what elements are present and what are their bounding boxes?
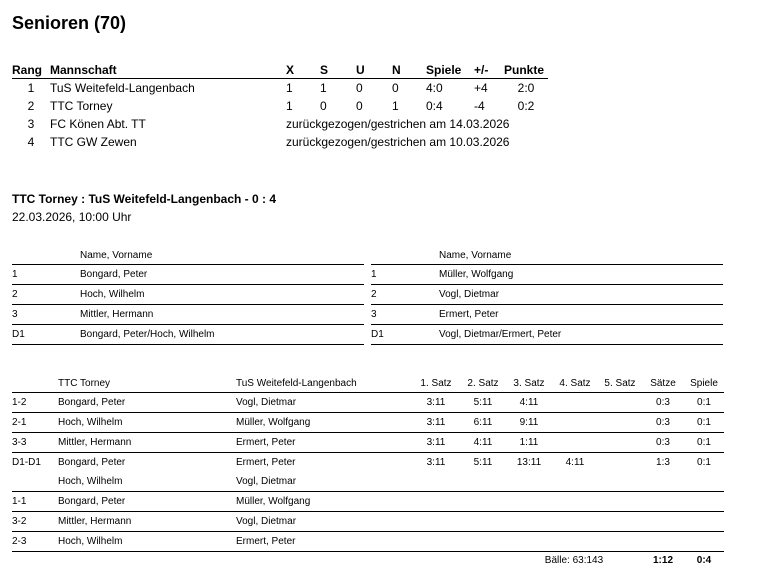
lineup-pos: 2: [371, 285, 439, 305]
lineup-row: [12, 325, 364, 345]
s: 1: [320, 81, 327, 95]
satz5: [598, 393, 642, 413]
spiele: 0:1: [684, 433, 724, 453]
lineup-row: [371, 305, 723, 325]
col-away: TuS Weitefeld-Langenbach: [236, 377, 357, 389]
col-u: U: [356, 62, 365, 77]
col-diff: +/-: [474, 62, 489, 77]
player-name[interactable]: Bongard, Peter: [80, 265, 364, 285]
pair: 1-2: [12, 393, 58, 413]
satz5: [598, 413, 642, 433]
spiele: [684, 472, 724, 492]
standings-row: [12, 115, 548, 133]
satz3: [506, 492, 552, 512]
saetze: [642, 492, 684, 512]
player-name[interactable]: Vogl, Dietmar: [439, 285, 723, 305]
lineup-pos: 1: [371, 265, 439, 285]
satz3: [506, 512, 552, 532]
col-mannschaft: Mannschaft: [50, 62, 117, 77]
pair: 3-3: [12, 433, 58, 453]
n: 0: [392, 81, 399, 95]
away-player[interactable]: Müller, Wolfgang: [236, 492, 412, 512]
baelle-total: Bälle: 63:143: [506, 552, 642, 570]
satz1: [412, 492, 460, 512]
satz5: [598, 492, 642, 512]
game-row: [12, 492, 724, 512]
col-satz1: 1. Satz: [420, 377, 452, 389]
satz4: [552, 472, 598, 492]
player-name[interactable]: Hoch, Wilhelm: [80, 285, 364, 305]
satz4: [552, 512, 598, 532]
col-n: N: [392, 62, 401, 77]
spiele: 4:0: [426, 81, 443, 95]
home-player[interactable]: Hoch, Wilhelm: [58, 413, 236, 433]
satz2: [460, 512, 506, 532]
lineup-row: [12, 285, 364, 305]
col-spiele: Spiele: [426, 62, 462, 77]
satz3: 13:11: [506, 453, 552, 473]
pair: [12, 472, 58, 492]
satz1: 3:11: [412, 393, 460, 413]
s: 0: [320, 99, 327, 113]
punkte: 2:0: [517, 81, 535, 95]
game-row: [12, 453, 724, 473]
col-satz4: 4. Satz: [559, 377, 591, 389]
satz1: 3:11: [412, 413, 460, 433]
home-player[interactable]: Mittler, Hermann: [58, 512, 236, 532]
away-player[interactable]: Ermert, Peter: [236, 453, 412, 473]
x: 1: [286, 99, 293, 113]
satz3: [506, 472, 552, 492]
game-row: [12, 393, 724, 413]
pair: D1-D1: [12, 453, 58, 473]
standings-row: [12, 133, 548, 151]
game-row: [12, 532, 724, 552]
pair: 1-1: [12, 492, 58, 512]
standings-row: [12, 97, 548, 115]
home-player[interactable]: Hoch, Wilhelm: [58, 476, 123, 487]
satz1: [412, 472, 460, 492]
page-title: Senioren (70): [12, 13, 127, 33]
col-satz2: 2. Satz: [467, 377, 499, 389]
satz4: [552, 393, 598, 413]
satz3: 9:11: [506, 413, 552, 433]
satz3: 1:11: [506, 433, 552, 453]
saetze: 1:3: [642, 453, 684, 473]
lineup-row: [371, 265, 723, 285]
spiele: 0:1: [684, 453, 724, 473]
lineup-name-header: Name, Vorname: [80, 249, 153, 261]
u: 0: [356, 81, 363, 95]
lineup-pos-header: [371, 246, 439, 265]
lineup-row: [12, 305, 364, 325]
spiele: 0:1: [684, 413, 724, 433]
away-player[interactable]: Ermert, Peter: [236, 433, 412, 453]
satz4: [552, 532, 598, 552]
col-saetze: Sätze: [650, 377, 676, 389]
spiele: [684, 512, 724, 532]
withdrawn-note: zurückgezogen/gestrichen am 14.03.2026: [286, 117, 510, 131]
satz2: [460, 492, 506, 512]
lineup-pos: 1: [12, 265, 80, 285]
team-link[interactable]: TTC Torney: [50, 99, 113, 113]
lineup-pos: D1: [371, 325, 439, 345]
satz2: 6:11: [460, 413, 506, 433]
spiele-total: 0:4: [684, 552, 724, 570]
lineup-pos: D1: [12, 325, 80, 345]
col-spiele: Spiele: [690, 377, 718, 389]
u: 0: [356, 99, 363, 113]
games-header-row: [12, 374, 724, 393]
home-player[interactable]: Bongard, Peter: [58, 393, 236, 413]
lineup-pos: 2: [12, 285, 80, 305]
satz5: [598, 472, 642, 492]
col-punkte: Punkte: [504, 62, 545, 77]
satz1: [412, 512, 460, 532]
rang: 1: [27, 81, 35, 95]
games-table: [12, 374, 724, 569]
satz4: [552, 413, 598, 433]
lineup-row: [12, 265, 364, 285]
satz5: [598, 433, 642, 453]
satz3: [506, 532, 552, 552]
n: 1: [392, 99, 399, 113]
satz5: [598, 512, 642, 532]
col-pair: [12, 374, 58, 393]
satz1: [412, 532, 460, 552]
standings-row: [12, 79, 548, 98]
pair: 2-3: [12, 532, 58, 552]
away-player[interactable]: Ermert, Peter: [236, 532, 412, 552]
away-player[interactable]: Müller, Wolfgang: [236, 413, 412, 433]
away-player[interactable]: Vogl, Dietmar: [236, 512, 412, 532]
lineup-pos: 3: [12, 305, 80, 325]
saetze: 0:3: [642, 433, 684, 453]
col-rang: Rang: [12, 62, 42, 77]
game-row: [12, 413, 724, 433]
game-row: [12, 472, 724, 492]
satz4: 4:11: [552, 453, 598, 473]
satz1: 3:11: [412, 453, 460, 473]
games-body: [12, 393, 724, 552]
player-name[interactable]: Ermert, Peter: [439, 305, 723, 325]
satz2: 4:11: [460, 433, 506, 453]
player-name[interactable]: Vogl, Dietmar/Ermert, Peter: [439, 325, 723, 345]
player-name[interactable]: Mittler, Hermann: [80, 305, 364, 325]
team-link[interactable]: TTC GW Zewen: [50, 135, 137, 149]
rang: 4: [27, 135, 35, 149]
lineup-away-table: [371, 246, 723, 345]
spiele: [684, 532, 724, 552]
rang: 2: [27, 99, 35, 113]
away-player[interactable]: Vogl, Dietmar: [236, 476, 297, 487]
player-name[interactable]: Bongard, Peter/Hoch, Wilhelm: [80, 325, 364, 345]
satz3: 4:11: [506, 393, 552, 413]
rang: 3: [27, 117, 35, 131]
saetze: [642, 512, 684, 532]
diff: +4: [474, 81, 488, 95]
standings-table: [12, 61, 548, 151]
match-title: TTC Torney : TuS Weitefeld-Langenbach - 0 : 4: [12, 192, 277, 206]
satz2: [460, 472, 506, 492]
saetze: [642, 472, 684, 492]
pair: 3-2: [12, 512, 58, 532]
lineup-pos: 3: [371, 305, 439, 325]
satz2: 5:11: [460, 453, 506, 473]
standings-header-row: [12, 61, 548, 79]
satz4: [552, 433, 598, 453]
home-player[interactable]: Bongard, Peter: [58, 453, 236, 473]
games-footer-row: [12, 552, 724, 570]
lineup-row: [371, 285, 723, 305]
home-player[interactable]: Mittler, Hermann: [58, 433, 236, 453]
punkte: 0:2: [517, 99, 535, 113]
satz5: [598, 453, 642, 473]
home-player[interactable]: Bongard, Peter: [58, 492, 236, 512]
lineup-pos-header: [12, 246, 80, 265]
home-player[interactable]: Hoch, Wilhelm: [58, 532, 236, 552]
diff: -4: [474, 99, 485, 113]
lineup-row: [371, 325, 723, 345]
spiele: 0:1: [684, 393, 724, 413]
pair: 2-1: [12, 413, 58, 433]
satz1: 3:11: [412, 433, 460, 453]
saetze: [642, 532, 684, 552]
col-satz5: 5. Satz: [604, 377, 636, 389]
col-satz3: 3. Satz: [513, 377, 545, 389]
col-s: S: [320, 62, 329, 77]
withdrawn-note: zurückgezogen/gestrichen am 10.03.2026: [286, 135, 510, 149]
spiele: [684, 492, 724, 512]
spiele: 0:4: [426, 99, 443, 113]
game-row: [12, 433, 724, 453]
match-date: 22.03.2026, 10:00 Uhr: [12, 210, 132, 224]
satz5: [598, 532, 642, 552]
col-x: X: [286, 62, 295, 77]
satz2: [460, 532, 506, 552]
team-link[interactable]: FC Könen Abt. TT: [50, 117, 146, 131]
team-link[interactable]: TuS Weitefeld-Langenbach: [50, 81, 195, 95]
away-player[interactable]: Vogl, Dietmar: [236, 393, 412, 413]
lineup-name-header: Name, Vorname: [439, 249, 512, 261]
saetze: 0:3: [642, 393, 684, 413]
satz2: 5:11: [460, 393, 506, 413]
game-row: [12, 512, 724, 532]
saetze-total: 1:12: [642, 552, 684, 570]
col-home: TTC Torney: [58, 377, 111, 389]
satz4: [552, 492, 598, 512]
saetze: 0:3: [642, 413, 684, 433]
player-name[interactable]: Müller, Wolfgang: [439, 265, 723, 285]
lineup-home-table: [12, 246, 364, 345]
x: 1: [286, 81, 293, 95]
